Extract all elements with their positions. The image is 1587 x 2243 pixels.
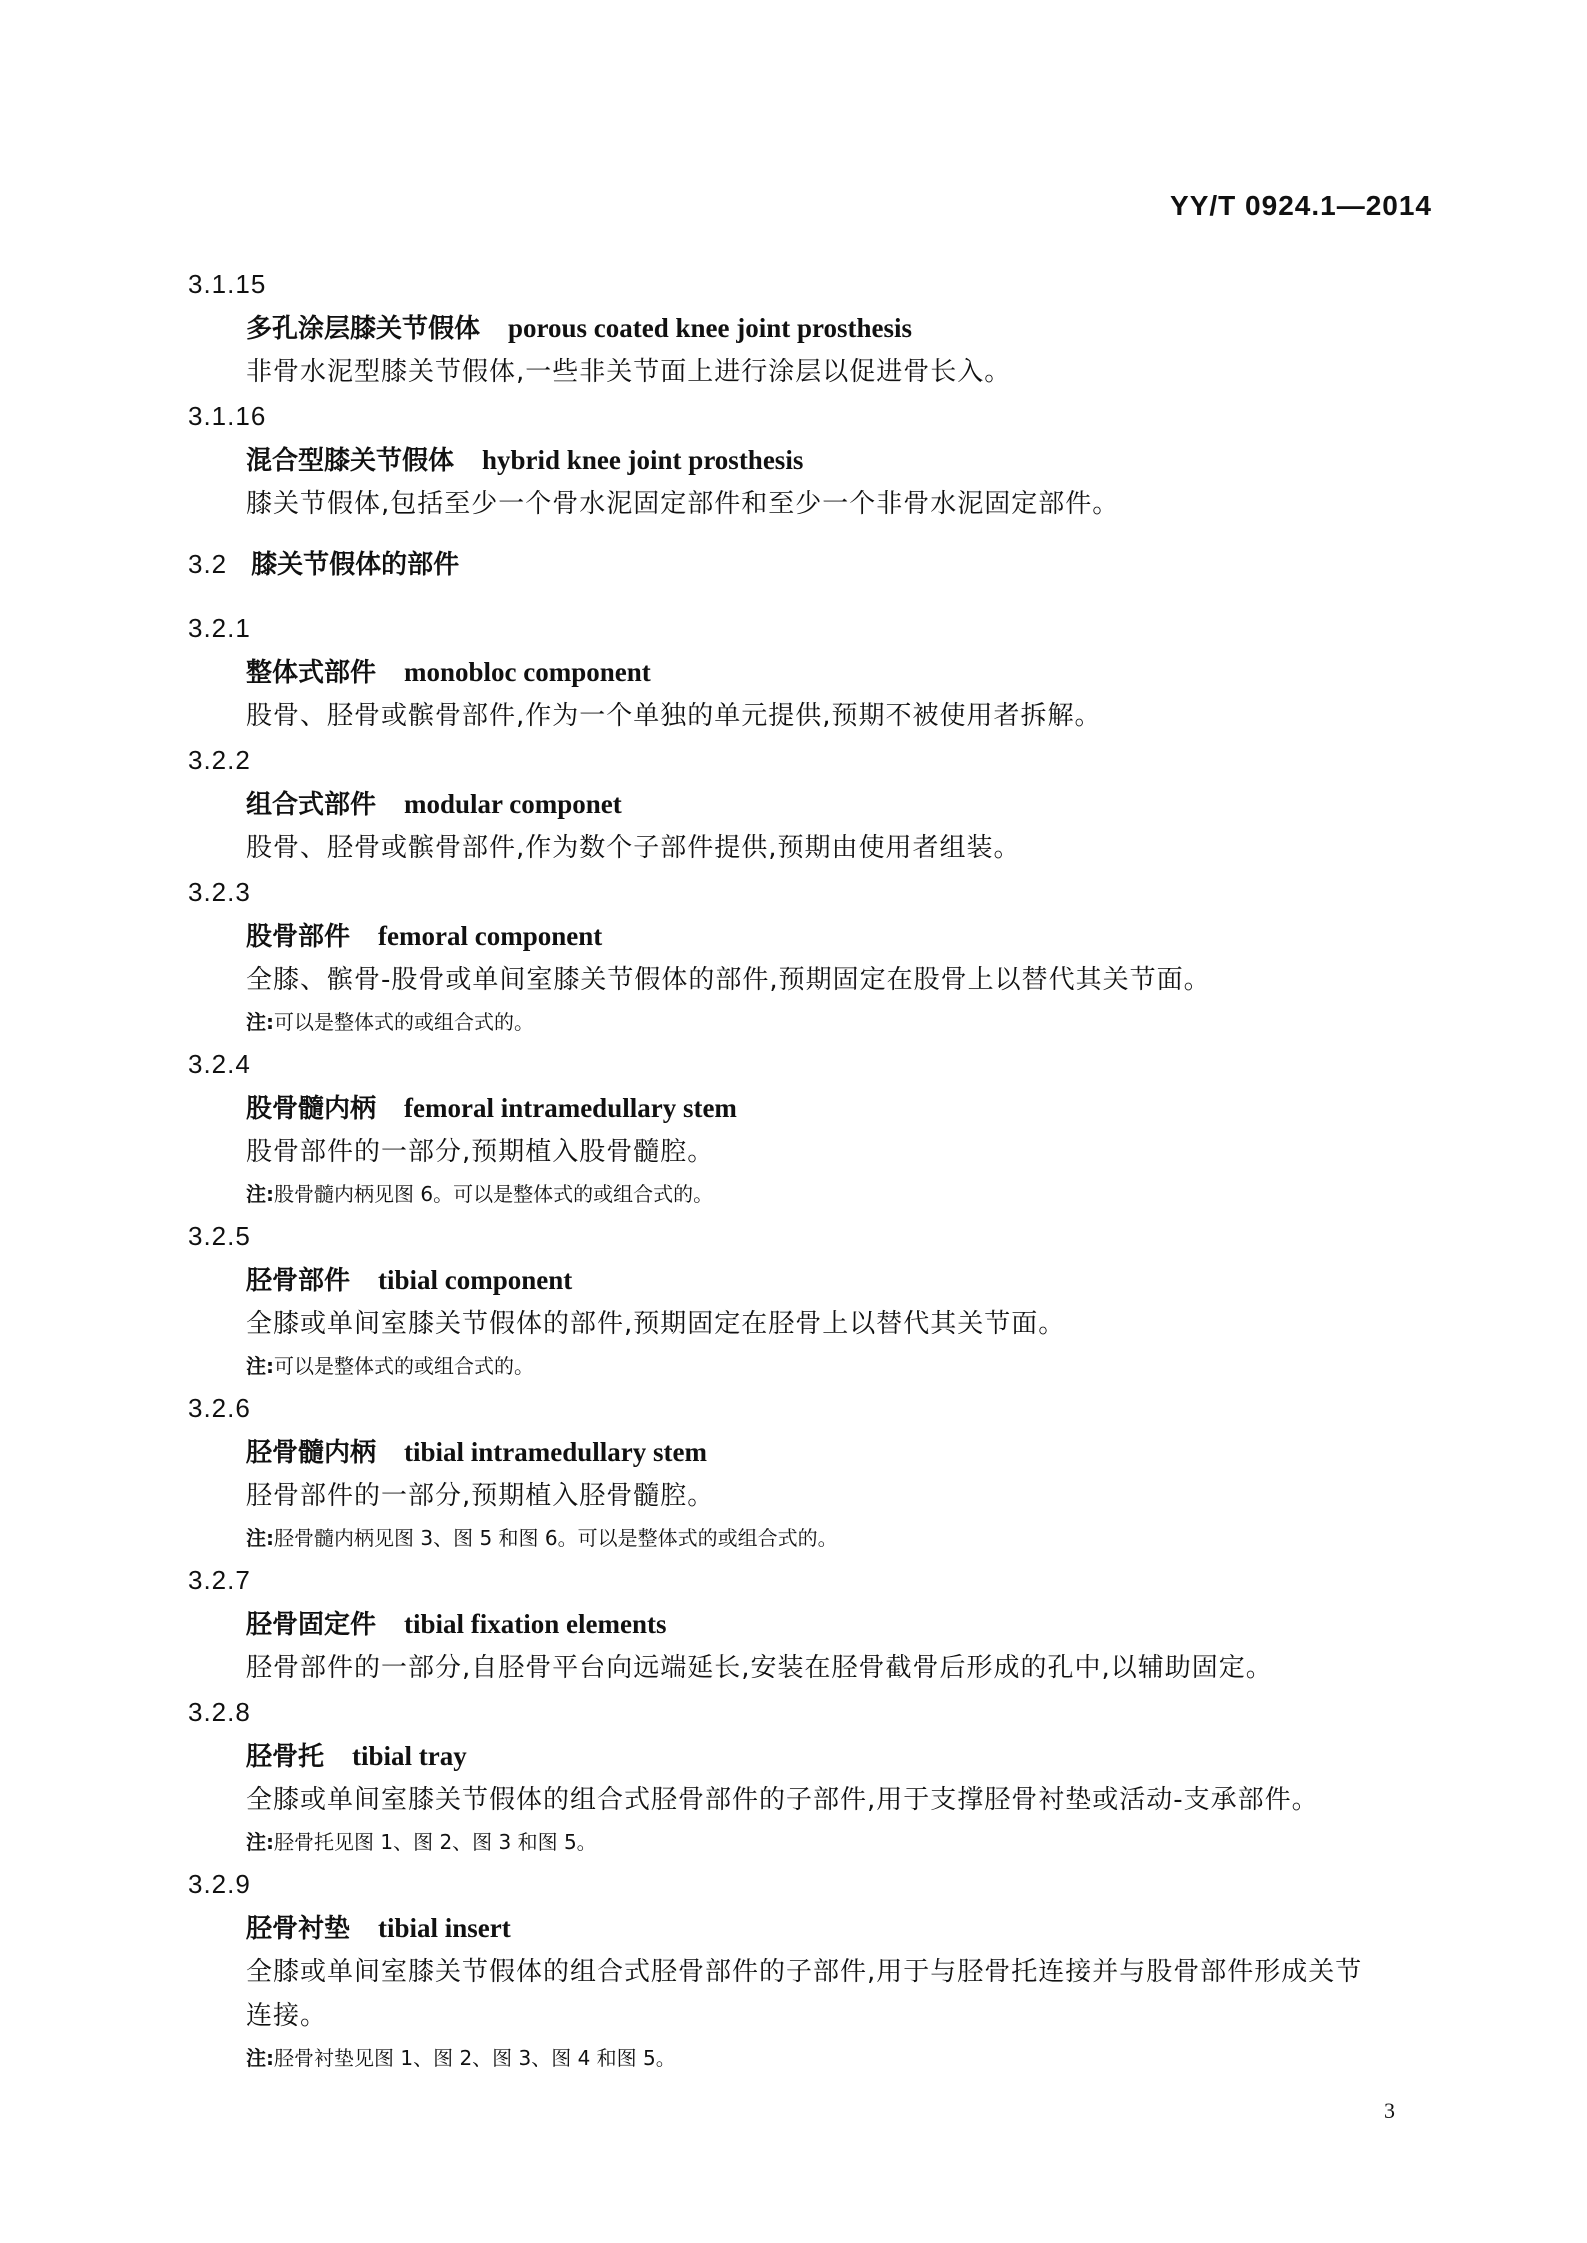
note-label: 注: bbox=[246, 1182, 274, 1206]
term-english: femoral intramedullary stem bbox=[404, 1093, 737, 1123]
clause bbox=[188, 1862, 1438, 2078]
term-chinese: 胫骨衬垫 bbox=[246, 1914, 351, 1944]
term-english: tibial tray bbox=[352, 1741, 467, 1771]
term-english: hybrid knee joint prosthesis bbox=[482, 445, 804, 475]
clause bbox=[188, 738, 1438, 870]
clause-number: 3.2.9 bbox=[188, 1869, 251, 1899]
note-text: 胫骨髓内柄见图 3、图 5 和图 6。可以是整体式的或组合式的。 bbox=[274, 1526, 838, 1550]
term-heading bbox=[188, 914, 1438, 958]
clause bbox=[188, 262, 1438, 394]
clause bbox=[188, 1042, 1438, 1214]
note-text: 可以是整体式的或组合式的。 bbox=[274, 1354, 534, 1378]
clause-number: 3.2.5 bbox=[188, 1221, 251, 1251]
term-definition: 全膝或单间室膝关节假体的部件,预期固定在胫骨上以替代其关节面。 bbox=[246, 1309, 1066, 1339]
term-heading bbox=[188, 1602, 1438, 1646]
clause bbox=[188, 1386, 1438, 1558]
note-label: 注: bbox=[246, 1354, 274, 1378]
term-definition: 股骨部件的一部分,预期植入股骨髓腔。 bbox=[246, 1137, 715, 1167]
clause bbox=[188, 1214, 1438, 1386]
term-chinese: 胫骨髓内柄 bbox=[246, 1438, 377, 1468]
note-label: 注: bbox=[246, 1526, 274, 1550]
term-note bbox=[188, 1002, 1438, 1042]
term-heading bbox=[188, 1430, 1438, 1474]
term-note bbox=[188, 1822, 1438, 1862]
term-chinese: 胫骨固定件 bbox=[246, 1610, 377, 1640]
term-definition: 全膝或单间室膝关节假体的组合式胫骨部件的子部件,用于与胫骨托连接并与股骨部件形成关节 bbox=[246, 1957, 1363, 1987]
clause bbox=[188, 870, 1438, 1042]
term-chinese: 股骨部件 bbox=[246, 922, 351, 952]
clause-number: 3.2.8 bbox=[188, 1697, 251, 1727]
clause-number: 3.2.2 bbox=[188, 745, 251, 775]
term-chinese: 胫骨托 bbox=[246, 1742, 325, 1772]
term-note bbox=[188, 1174, 1438, 1214]
clause-number: 3.2.4 bbox=[188, 1049, 251, 1079]
term-definition: 胫骨部件的一部分,自胫骨平台向远端延长,安装在胫骨截骨后形成的孔中,以辅助固定。 bbox=[246, 1653, 1273, 1683]
term-definition: 胫骨部件的一部分,预期植入胫骨髓腔。 bbox=[246, 1481, 715, 1511]
term-english: femoral component bbox=[378, 921, 603, 951]
term-definition-continuation: 连接。 bbox=[246, 2001, 328, 2031]
clause bbox=[188, 1690, 1438, 1862]
section-title: 膝关节假体的部件 bbox=[251, 550, 460, 580]
term-note bbox=[188, 1518, 1438, 1558]
term-heading bbox=[188, 782, 1438, 826]
term-definition: 股骨、胫骨或髌骨部件,作为数个子部件提供,预期由使用者组装。 bbox=[246, 833, 1021, 863]
term-heading bbox=[188, 1086, 1438, 1130]
term-chinese: 组合式部件 bbox=[246, 790, 377, 820]
term-english: tibial intramedullary stem bbox=[404, 1437, 707, 1467]
note-label: 注: bbox=[246, 2046, 274, 2070]
clause bbox=[188, 1558, 1438, 1690]
clause-number: 3.2.3 bbox=[188, 877, 251, 907]
clause-number: 3.1.15 bbox=[188, 269, 267, 299]
note-text: 股骨髓内柄见图 6。可以是整体式的或组合式的。 bbox=[274, 1182, 714, 1206]
term-definition: 全膝或单间室膝关节假体的组合式胫骨部件的子部件,用于支撑胫骨衬垫或活动-支承部件。 bbox=[246, 1785, 1319, 1815]
term-chinese: 整体式部件 bbox=[246, 658, 377, 688]
term-english: tibial component bbox=[378, 1265, 573, 1295]
term-english: tibial fixation elements bbox=[404, 1609, 667, 1639]
term-heading bbox=[188, 1906, 1438, 1950]
term-heading bbox=[188, 1734, 1438, 1778]
term-english: tibial insert bbox=[378, 1913, 511, 1943]
document-body bbox=[188, 262, 1438, 2078]
term-english: modular componet bbox=[404, 789, 622, 819]
note-text: 胫骨托见图 1、图 2、图 3 和图 5。 bbox=[274, 1830, 597, 1854]
term-chinese: 股骨髓内柄 bbox=[246, 1094, 377, 1124]
term-chinese: 胫骨部件 bbox=[246, 1266, 351, 1296]
note-text: 可以是整体式的或组合式的。 bbox=[274, 1010, 534, 1034]
term-definition: 股骨、胫骨或髌骨部件,作为一个单独的单元提供,预期不被使用者拆解。 bbox=[246, 701, 1102, 731]
term-english: monobloc component bbox=[404, 657, 651, 687]
section-number: 3.2 bbox=[188, 549, 228, 579]
clause-number: 3.2.1 bbox=[188, 613, 251, 643]
standard-code: YY/T 0924.1—2014 bbox=[1170, 190, 1432, 221]
term-chinese: 混合型膝关节假体 bbox=[246, 446, 455, 476]
term-note bbox=[188, 2038, 1438, 2078]
clause-number: 3.1.16 bbox=[188, 401, 267, 431]
term-heading bbox=[188, 438, 1438, 482]
note-text: 胫骨衬垫见图 1、图 2、图 3、图 4 和图 5。 bbox=[274, 2046, 676, 2070]
clause-number: 3.2.6 bbox=[188, 1393, 251, 1423]
note-label: 注: bbox=[246, 1830, 274, 1854]
clause bbox=[188, 606, 1438, 738]
term-note bbox=[188, 1346, 1438, 1386]
page-number: 3 bbox=[1384, 2098, 1395, 2123]
term-definition: 膝关节假体,包括至少一个骨水泥固定部件和至少一个非骨水泥固定部件。 bbox=[246, 489, 1120, 519]
term-heading bbox=[188, 650, 1438, 694]
term-chinese: 多孔涂层膝关节假体 bbox=[246, 314, 481, 344]
clause-number: 3.2.7 bbox=[188, 1565, 251, 1595]
term-definition: 全膝、髌骨-股骨或单间室膝关节假体的部件,预期固定在股骨上以替代其关节面。 bbox=[246, 965, 1211, 995]
clause bbox=[188, 394, 1438, 526]
term-english: porous coated knee joint prosthesis bbox=[508, 313, 913, 343]
term-heading bbox=[188, 1258, 1438, 1302]
section-heading bbox=[188, 542, 1438, 586]
note-label: 注: bbox=[246, 1010, 274, 1034]
term-definition: 非骨水泥型膝关节假体,一些非关节面上进行涂层以促进骨长入。 bbox=[246, 357, 1012, 387]
term-heading bbox=[188, 306, 1438, 350]
